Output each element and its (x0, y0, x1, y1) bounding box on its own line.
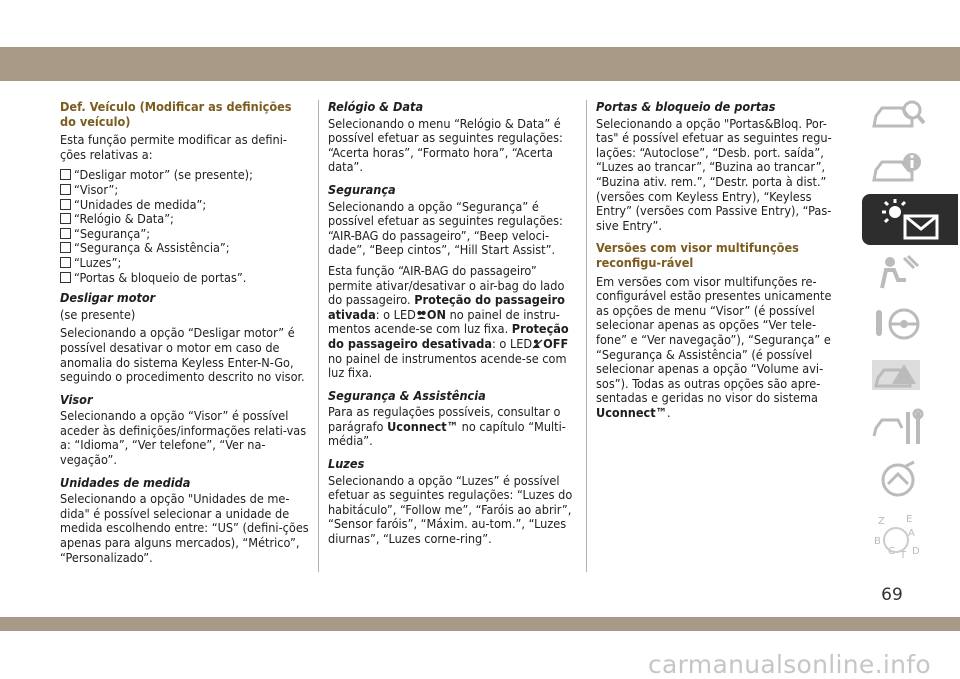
technical-data-icon (868, 460, 928, 500)
checkbox-icon (60, 228, 71, 239)
steering-wheel-icon (868, 304, 928, 344)
tab-safety[interactable] (858, 246, 938, 297)
list-item: “Luzes”; (60, 256, 310, 271)
checkbox-icon (60, 257, 71, 268)
passenger-airbag-on-icon (416, 310, 427, 320)
versoes-text: Em versões com visor multifunções re-configurável estão presentes unicamente as opções de menu “Visor” (é possível selecionar apenas as opções “Ver tele-fone” e “Ver navegação”), “Segurança” e “Segurança & Assistência” (é possível selecionar apenas a opção “Volume avi-sos”). Todas as outras opções são apre-sentadas e geridas no visor do sistema Uconnect™. (596, 273, 832, 420)
svg-text:B: B (874, 536, 881, 547)
index-letters-icon (868, 510, 928, 570)
list-item: “Segurança”; (60, 227, 310, 242)
tab-servicing[interactable] (858, 402, 938, 453)
unidades-heading: Unidades de medida (60, 474, 191, 490)
checkbox-icon (60, 272, 71, 283)
svg-text:Z: Z (878, 516, 885, 527)
tab-dashboard[interactable] (858, 142, 938, 193)
watermark-text: carmanualsonline.info (648, 650, 931, 679)
desligar-text: Selecionando a opção “Desligar motor” é possível desativar o motor em caso de anomalia do sistema Keyless Enter-N-Go, seguindo o procedimento descrito no visor. (60, 325, 305, 385)
list-item: “Segurança & Assistência”; (60, 241, 310, 256)
checkbox-icon (60, 184, 71, 195)
top-bar (0, 47, 960, 81)
svg-text:A: A (908, 528, 915, 539)
section-heading: Def. Veículo (Modificar as definições do veículo) (60, 99, 292, 129)
car-info-icon (868, 148, 928, 188)
luzes-heading: Luzes (328, 456, 365, 472)
list-item: “Unidades de medida”; (60, 198, 310, 213)
relogio-text: Selecionando o menu “Relógio & Data” é possível efetuar as seguintes regulações: “Acerta horas”, “Formato hora”, “Acerta data”. (328, 115, 563, 175)
luzes-text: Selecionando a opção “Luzes” é possível efetuar as seguintes regulações: “Luzes do habitáculo”, “Follow me”, “Faróis ao abrir”, “Sensor faróis”, “Máxim. au-tom.”, “Luzes diurnas”, “Luzes corne-ring”. (328, 472, 573, 547)
checkbox-icon (60, 242, 71, 253)
tab-emergency[interactable] (858, 350, 938, 401)
svg-text:C: C (888, 546, 895, 557)
relogio-heading: Relógio & Data (328, 99, 424, 114)
tab-getting-to-know[interactable] (858, 90, 938, 141)
list-item: “Visor”; (60, 183, 310, 198)
portas-text: Selecionando a opção "Portas&Bloq. Por-tas" é possível efetuar as seguintes regu-lações: “Autoclose”, “Desb. port. saída”, “Luzes ao trancar”, “Buzina ao trancar”, “Buzina ativ. rem.”, “Destr. porta à dist.” (versões com Keyless Entry), “Keyless Entry” (versões com Passive Entry), “Pas-sive Entry”. (596, 115, 832, 233)
dashboard-lights-icon (875, 198, 945, 242)
checkbox-icon (60, 169, 71, 180)
versoes-heading: Versões com visor multifunções reconfigu-rável (596, 240, 799, 270)
column-2 (328, 100, 578, 553)
airbag-text: Esta função “AIR-BAG do passageiro” permite ativar/desativar o air-bag do lado do passageiro. Proteção do passageiro ativada: o LED ON no painel de instru-mentos acende-se com luz fixa. Proteção do passageiro desativada: o LED OFF no painel de instrumentos acende-se com luz fixa. (328, 262, 569, 381)
tab-starting-driving[interactable] (858, 298, 938, 349)
passenger-airbag-off-icon (532, 339, 543, 349)
tab-index[interactable] (858, 506, 938, 574)
list-item: “Relógio & Data”; (60, 212, 310, 227)
list-item: “Desligar motor” (se presente); (60, 168, 310, 183)
svg-text:D: D (912, 546, 920, 557)
visor-heading: Visor (60, 391, 93, 407)
seguranca-text: Selecionando a opção “Segurança” é possível efetuar as seguintes regulações: “AIR-BAG do passageiro”, “Beep veloci-dade”, “Beep cintos”, “Hill Start Assist”. (328, 198, 563, 258)
svg-text:E: E (906, 514, 913, 525)
checkbox-icon (60, 199, 71, 210)
list-item: “Portas & bloqueio de portas”. (60, 271, 310, 286)
portas-heading: Portas & bloqueio de portas (596, 99, 776, 114)
svg-text:T: T (900, 550, 907, 561)
column-divider (318, 100, 319, 572)
airbag-seat-icon (868, 252, 928, 292)
seg-assist-heading: Segurança & Assistência (328, 387, 486, 403)
car-warning-icon (868, 356, 928, 396)
unidades-text: Selecionando a opção "Unidades de me-dida" é possível selecionar a unidade de medida escolhendo entre: “US” (defini-ções apenas para alguns mercados), “Métrico”, “Personalizado”. (60, 491, 309, 565)
car-search-icon (868, 96, 928, 136)
checkbox-icon (60, 213, 71, 224)
desligar-heading: Desligar motor (60, 290, 156, 306)
options-list (60, 168, 310, 285)
column-1 (60, 100, 310, 571)
visor-text: Selecionando a opção “Visor” é possível aceder às definições/informações relati-vas a: “Idioma”, “Ver telefone”, “Ver na-vegação”. (60, 408, 307, 468)
desligar-note: (se presente) (60, 306, 136, 322)
column-divider (586, 100, 587, 572)
seguranca-heading: Segurança (328, 181, 396, 197)
page-number: 69 (881, 585, 903, 605)
column-3 (596, 100, 846, 426)
tab-technical-data[interactable] (858, 454, 938, 505)
tab-active-chapter[interactable] (862, 194, 958, 245)
seg-assist-text: Para as regulações possíveis, consultar o parágrafo Uconnect™ no capítulo “Multi-média”. (328, 404, 566, 449)
bottom-bar (0, 617, 960, 631)
wrench-tools-icon (868, 408, 928, 448)
intro-text: Esta função permite modificar as defini-ções relativas a: (60, 132, 287, 162)
